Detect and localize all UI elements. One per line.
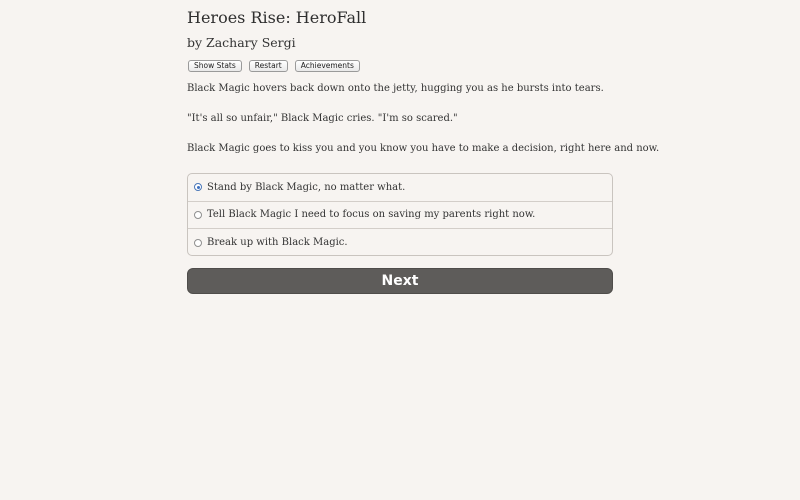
story-paragraph-3: Black Magic goes to kiss you and you know you have to make a decision, right here and now. [187, 143, 660, 154]
choice-option-2[interactable] [188, 202, 612, 230]
game-author: by Zachary Sergi [187, 35, 296, 50]
toolbar [188, 60, 360, 72]
choice-option-1[interactable] [188, 174, 612, 202]
radio-icon[interactable] [194, 211, 202, 219]
choice-option-3[interactable] [188, 229, 612, 256]
achievements-button[interactable]: Achievements [295, 60, 360, 72]
story-paragraph-2: "It's all so unfair," Black Magic cries. "I'm so scared." [187, 113, 458, 124]
show-stats-button[interactable]: Show Stats [188, 60, 242, 72]
choice-label: Tell Black Magic I need to focus on saving my parents right now. [207, 209, 536, 221]
restart-button[interactable]: Restart [249, 60, 288, 72]
game-title: Heroes Rise: HeroFall [187, 8, 367, 27]
next-button[interactable]: Next [187, 268, 613, 294]
radio-icon[interactable] [194, 239, 202, 247]
choice-label: Break up with Black Magic. [207, 237, 348, 249]
choice-label: Stand by Black Magic, no matter what. [207, 181, 406, 193]
story-paragraph-1: Black Magic hovers back down onto the jetty, hugging you as he bursts into tears. [187, 83, 604, 94]
radio-selected-icon[interactable] [194, 183, 202, 191]
choice-list [187, 173, 613, 256]
